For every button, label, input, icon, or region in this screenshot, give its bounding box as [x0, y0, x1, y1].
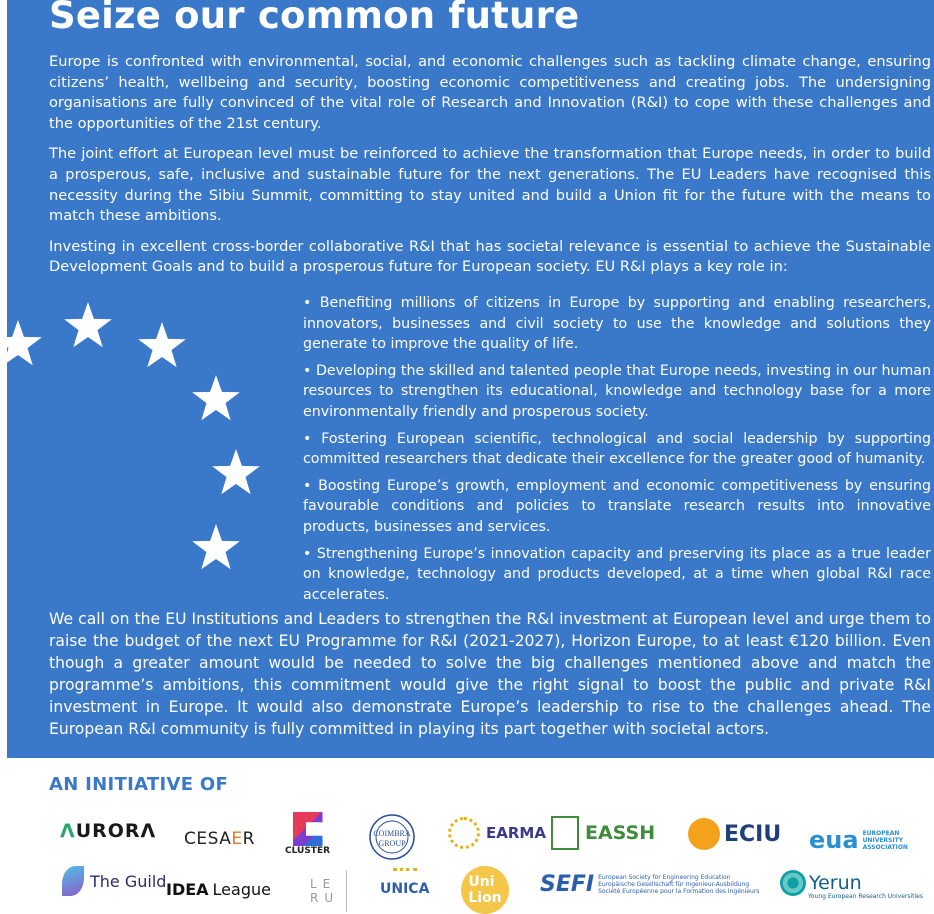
unilion-line: Uni	[468, 874, 495, 890]
star-icon	[212, 449, 260, 494]
star-icon	[192, 375, 240, 420]
unilion-logo	[461, 866, 509, 914]
eua-sub-line: EUROPEAN	[862, 829, 900, 837]
guild-swoosh-icon	[62, 866, 84, 896]
sefi-sub-line: Société Européenne pour la Formation des Ingénieurs	[598, 888, 760, 895]
aurora-logo	[60, 820, 156, 842]
earma-logo	[448, 817, 546, 849]
idea-league-logo	[166, 880, 271, 899]
unilion-line: Lion	[468, 890, 502, 906]
list-item: • Fostering European scientific, technological and social leadership by supporting committed researchers that dedicate their excellence for the greater good of humanity.	[303, 430, 931, 468]
star-icon	[64, 302, 112, 347]
aurora-mark: Λ	[60, 820, 76, 842]
eassh-figure-icon	[551, 816, 579, 850]
eu-blue-panel	[7, 0, 934, 758]
unilion-wordmark	[468, 874, 501, 906]
earma-ring-icon	[448, 817, 480, 849]
unica-wordmark: UNICA	[380, 881, 430, 897]
idea-wordmark-bold: IDEA	[166, 880, 209, 899]
guild-wordmark: The Guild	[90, 871, 167, 891]
list-item: • Developing the skilled and talented people that Europe needs, investing in our human resources to strengthen its educational, knowledge and technology base for a more environmentally friendly and prosperous society.	[303, 362, 931, 420]
list-item: • Boosting Europe’s growth, employment and economic competitiveness by ensuring favourable conditions and policies to translate research results into innovative products, businesses and services.	[303, 477, 931, 535]
yerun-logo	[780, 870, 923, 900]
cesaer-logo	[184, 829, 255, 849]
leru-line1: LE	[310, 877, 337, 891]
yerun-subtitle: Young European Research Universities	[808, 893, 923, 900]
intro-paragraph: The joint effort at European level must be reinforced to achieve the transformation that Europe needs, in order to build a prosperous, safe, inclusive and sustainable future for the next generations. The EU Leaders have recognised this necessity during the Sibiu Summit, committing to stay united and build a Union fit for the future with the means to match these ambitions.	[49, 145, 931, 225]
coimbra-group-logo	[364, 812, 420, 862]
star-icon	[192, 524, 240, 569]
sefi-sub-line: Europäische Gesellschaft für Ingenieur-Ausbildung	[598, 881, 750, 888]
sefi-sub-line: European Society for Engineering Education	[598, 874, 731, 881]
eua-logo	[809, 826, 908, 854]
the-guild-logo	[62, 866, 166, 896]
cesaer-accent: E	[231, 829, 243, 849]
eua-wordmark: eua	[809, 826, 859, 854]
list-item: • Strengthening Europe’s innovation capacity and preserving its place as a true leader on knowledge, technology and products developed, at a time when global R&I race accelerates.	[303, 545, 931, 603]
leru-line2: RU	[310, 891, 340, 905]
aurora-wordmark: URORΛ	[75, 820, 157, 842]
eu-stars-arc	[7, 290, 300, 590]
sefi-subtitle	[598, 874, 759, 895]
intro-paragraph: Investing in excellent cross-border collaborative R&I that has societal relevance is essential to achieve the Sustainable Development Goals and to build a prosperous future for European society. EU R&I plays a key role in:	[49, 237, 931, 276]
coimbra-line1: COIMBRA	[373, 829, 411, 838]
sefi-wordmark: SEFI	[540, 872, 595, 897]
cluster-logo	[285, 812, 330, 856]
cluster-mark-icon	[293, 812, 323, 846]
eassh-logo	[551, 816, 655, 850]
page-title: Seize our common future	[49, 0, 580, 37]
eassh-wordmark: EASSH	[585, 822, 656, 844]
cesaer-text: CESA	[184, 829, 232, 849]
star-icon	[7, 320, 42, 365]
intro-paragraph: Europe is confronted with environmental, social, and economic challenges such as tackling climate change, ensuring citizens’ health, wellbeing and security, boosting economic competitiveness and creating jobs. The undersigning organisations are fully convinced of the vital role of Research and Innovation (R&I) to cope with these challenges and the opportunities of the 21st century.	[49, 53, 931, 132]
key-roles-list	[303, 293, 931, 605]
sefi-logo	[540, 872, 759, 897]
eua-subtitle	[863, 830, 908, 851]
leru-logo	[310, 870, 347, 912]
cesaer-text-end: R	[242, 829, 255, 849]
intro-section	[49, 52, 931, 278]
call-to-action-text: We call on the EU Institutions and Leaders to strengthen the R&I investment at European level and urge them to raise the budget of the next EU Programme for R&I (2021-2027), Horizon Europe, to at least €120 billion. Even though a greater amount would be needed to solve the big challenges mentioned above and match the programme’s ambitions, this commitment would give the right signal to boost the public and private R&I investment in Europe. It would also demonstrate Europe’s leadership to rise to the challenges ahead. The European R&I community is fully committed in playing its part together with societal actors.	[49, 610, 931, 738]
eciu-logo	[688, 818, 781, 850]
eua-sub-line: UNIVERSITY	[862, 836, 904, 844]
idea-wordmark: League	[212, 880, 271, 899]
coimbra-line2: GROUP	[378, 839, 406, 848]
eu-stars-graphic	[7, 290, 300, 590]
unica-dots-icon	[393, 868, 417, 881]
eua-sub-line: ASSOCIATION	[862, 843, 908, 851]
yerun-wordmark: Yerun	[809, 872, 862, 894]
cluster-wordmark: CLUSTER	[285, 846, 331, 856]
eciu-wordmark: ECIU	[724, 821, 782, 847]
eciu-sun-icon	[688, 818, 720, 850]
coimbra-seal-icon	[364, 812, 420, 862]
yerun-sun-icon	[780, 870, 806, 896]
earma-wordmark: EARMA	[486, 824, 546, 842]
star-icon	[138, 322, 186, 367]
list-item: • Benefiting millions of citizens in Europe by supporting and enabling researchers, innovators, businesses and civil society to use the knowledge and solutions they generate to improve the quality of life.	[303, 295, 931, 353]
initiative-heading: AN INITIATIVE OF	[49, 774, 229, 795]
call-to-action	[49, 608, 931, 740]
unica-logo	[380, 868, 429, 897]
